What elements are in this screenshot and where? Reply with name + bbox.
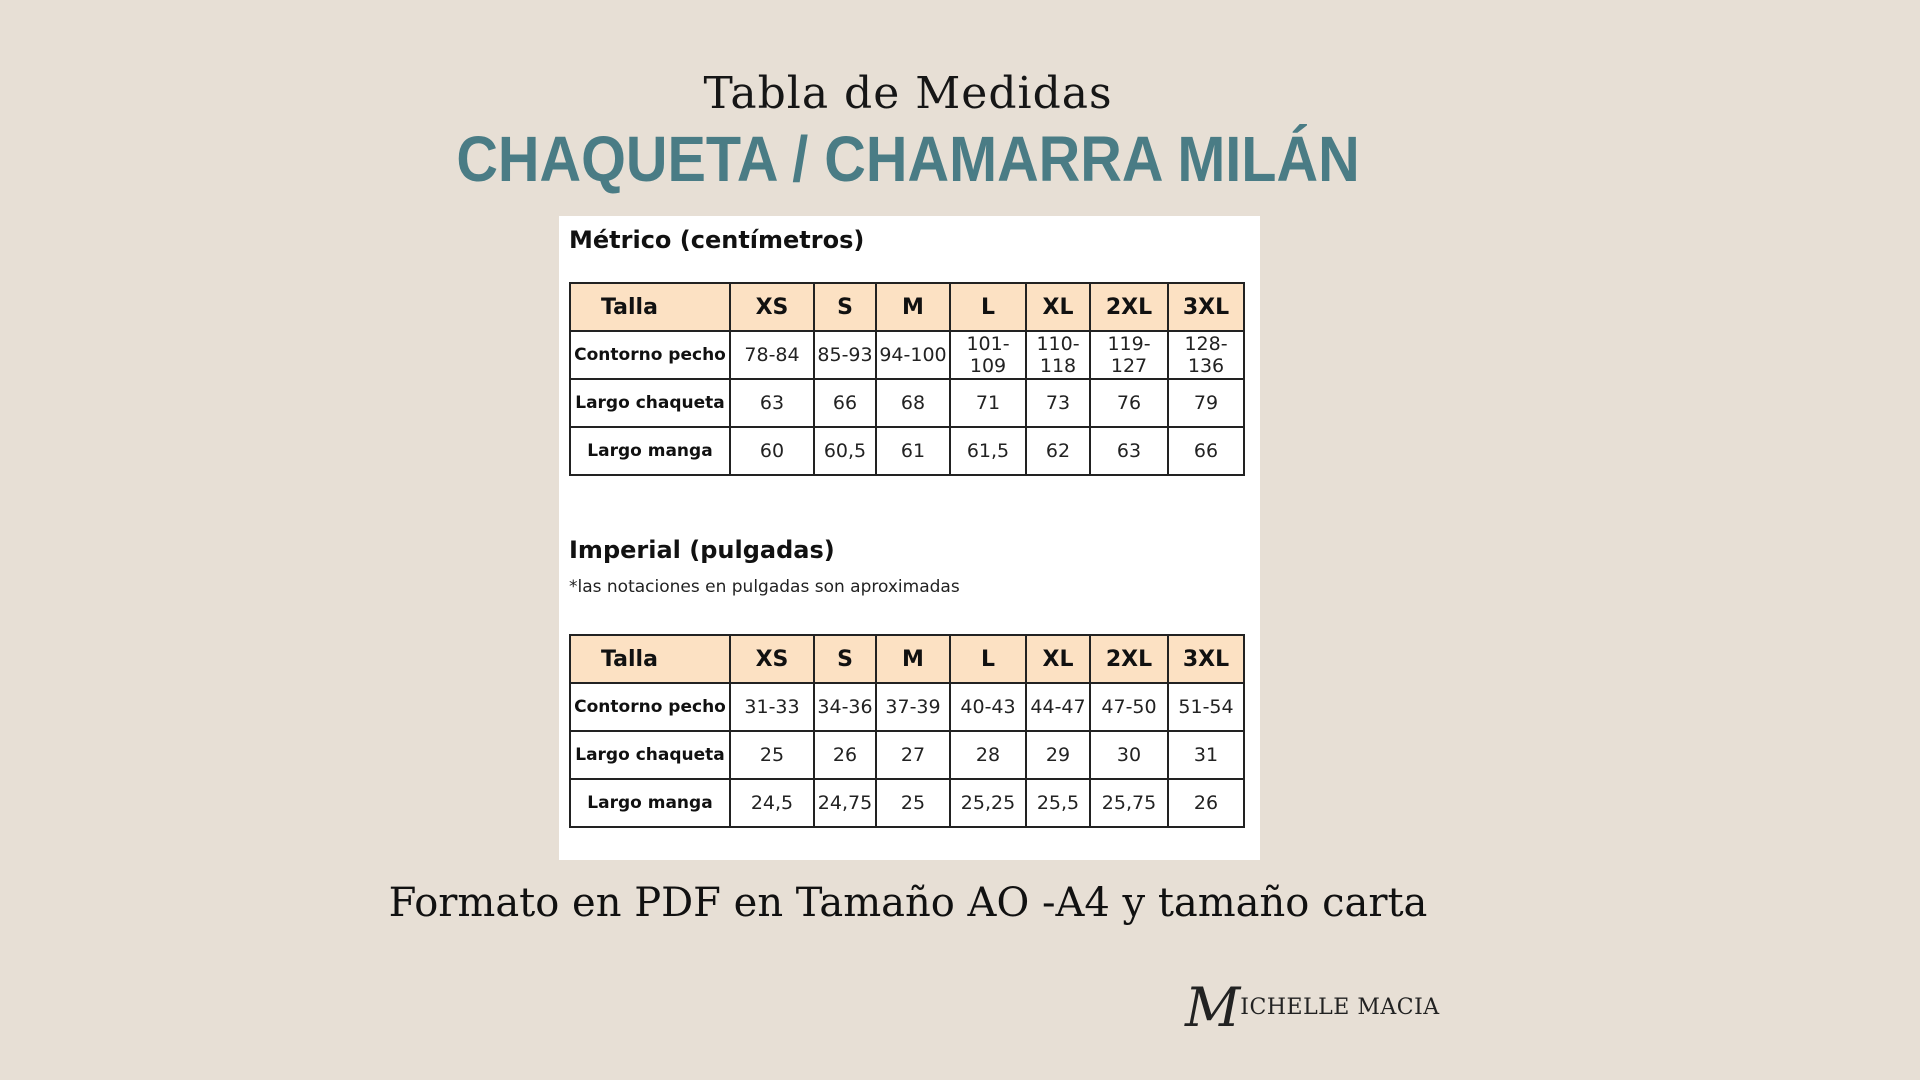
imperial-size-table bbox=[569, 634, 1245, 828]
table-cell: 25 bbox=[876, 779, 950, 827]
table-cell: 85-93 bbox=[814, 331, 876, 379]
header-cell: 2XL bbox=[1090, 283, 1168, 331]
table-cell: 68 bbox=[876, 379, 950, 427]
table-row bbox=[570, 379, 1244, 427]
table-cell: 73 bbox=[1026, 379, 1090, 427]
header-cell: S bbox=[814, 283, 876, 331]
row-label: Largo chaqueta bbox=[570, 379, 730, 427]
table-cell: 31-33 bbox=[730, 683, 814, 731]
table-cell: 79 bbox=[1168, 379, 1244, 427]
page-title: CHAQUETA / CHAMARRA MILÁN bbox=[456, 123, 1360, 195]
table-cell: 37-39 bbox=[876, 683, 950, 731]
table-cell: 66 bbox=[814, 379, 876, 427]
table-cell: 60 bbox=[730, 427, 814, 475]
header-cell: Talla bbox=[570, 283, 730, 331]
table-cell: 71 bbox=[950, 379, 1026, 427]
table-cell: 26 bbox=[814, 731, 876, 779]
size-chart-card bbox=[559, 216, 1260, 860]
table-cell: 62 bbox=[1026, 427, 1090, 475]
header-cell: 3XL bbox=[1168, 283, 1244, 331]
header-cell: M bbox=[876, 283, 950, 331]
header-cell: XL bbox=[1026, 635, 1090, 683]
format-info-text: Formato en PDF en Tamaño AO -A4 y tamaño carta bbox=[388, 880, 1428, 926]
table-cell: 25,5 bbox=[1026, 779, 1090, 827]
metric-size-table bbox=[569, 282, 1245, 476]
header-cell: XS bbox=[730, 283, 814, 331]
table-cell: 101- 109 bbox=[950, 331, 1026, 379]
table-cell: 40-43 bbox=[950, 683, 1026, 731]
row-label: Largo manga bbox=[570, 779, 730, 827]
table-row bbox=[570, 427, 1244, 475]
table-cell: 76 bbox=[1090, 379, 1168, 427]
table-cell: 34-36 bbox=[814, 683, 876, 731]
table-cell: 94-100 bbox=[876, 331, 950, 379]
header-cell: 3XL bbox=[1168, 635, 1244, 683]
table-cell: 31 bbox=[1168, 731, 1244, 779]
header-cell: XS bbox=[730, 635, 814, 683]
header-cell: S bbox=[814, 635, 876, 683]
table-cell: 24,75 bbox=[814, 779, 876, 827]
table-cell: 51-54 bbox=[1168, 683, 1244, 731]
row-label: Largo manga bbox=[570, 427, 730, 475]
table-cell: 24,5 bbox=[730, 779, 814, 827]
table-cell: 44-47 bbox=[1026, 683, 1090, 731]
header-cell: L bbox=[950, 635, 1026, 683]
row-label: Largo chaqueta bbox=[570, 731, 730, 779]
table-cell: 26 bbox=[1168, 779, 1244, 827]
table-row bbox=[570, 683, 1244, 731]
imperial-section-title: Imperial (pulgadas) bbox=[569, 536, 835, 564]
brand-logo bbox=[1185, 976, 1440, 1039]
table-cell: 28 bbox=[950, 731, 1026, 779]
table-cell: 47-50 bbox=[1090, 683, 1168, 731]
header-cell: L bbox=[950, 283, 1026, 331]
table-cell: 78-84 bbox=[730, 331, 814, 379]
table-cell: 119- 127 bbox=[1090, 331, 1168, 379]
header-cell: XL bbox=[1026, 283, 1090, 331]
page-header bbox=[0, 66, 1816, 196]
header-cell: Talla bbox=[570, 635, 730, 683]
table-cell: 60,5 bbox=[814, 427, 876, 475]
table-row bbox=[570, 779, 1244, 827]
table-cell: 110-118 bbox=[1026, 331, 1090, 379]
table-cell: 25 bbox=[730, 731, 814, 779]
table-header-row bbox=[570, 283, 1244, 331]
page-subtitle: Tabla de Medidas bbox=[703, 68, 1113, 119]
table-cell: 25,75 bbox=[1090, 779, 1168, 827]
table-cell: 61,5 bbox=[950, 427, 1026, 475]
table-row bbox=[570, 731, 1244, 779]
table-cell: 63 bbox=[1090, 427, 1168, 475]
logo-wordmark: ICHELLE MACIA bbox=[1240, 995, 1440, 1020]
table-cell: 61 bbox=[876, 427, 950, 475]
logo-initial: M bbox=[1185, 976, 1241, 1039]
table-header-row bbox=[570, 635, 1244, 683]
header-cell: 2XL bbox=[1090, 635, 1168, 683]
table-cell: 128-136 bbox=[1168, 331, 1244, 379]
header-cell: M bbox=[876, 635, 950, 683]
table-cell: 25,25 bbox=[950, 779, 1026, 827]
table-cell: 29 bbox=[1026, 731, 1090, 779]
table-cell: 66 bbox=[1168, 427, 1244, 475]
table-cell: 63 bbox=[730, 379, 814, 427]
row-label: Contorno pecho bbox=[570, 683, 730, 731]
row-label: Contorno pecho bbox=[570, 331, 730, 379]
table-row bbox=[570, 331, 1244, 379]
metric-section-title: Métrico (centímetros) bbox=[569, 226, 865, 254]
imperial-note: *las notaciones en pulgadas son aproximadas bbox=[569, 577, 960, 597]
table-cell: 27 bbox=[876, 731, 950, 779]
table-cell: 30 bbox=[1090, 731, 1168, 779]
